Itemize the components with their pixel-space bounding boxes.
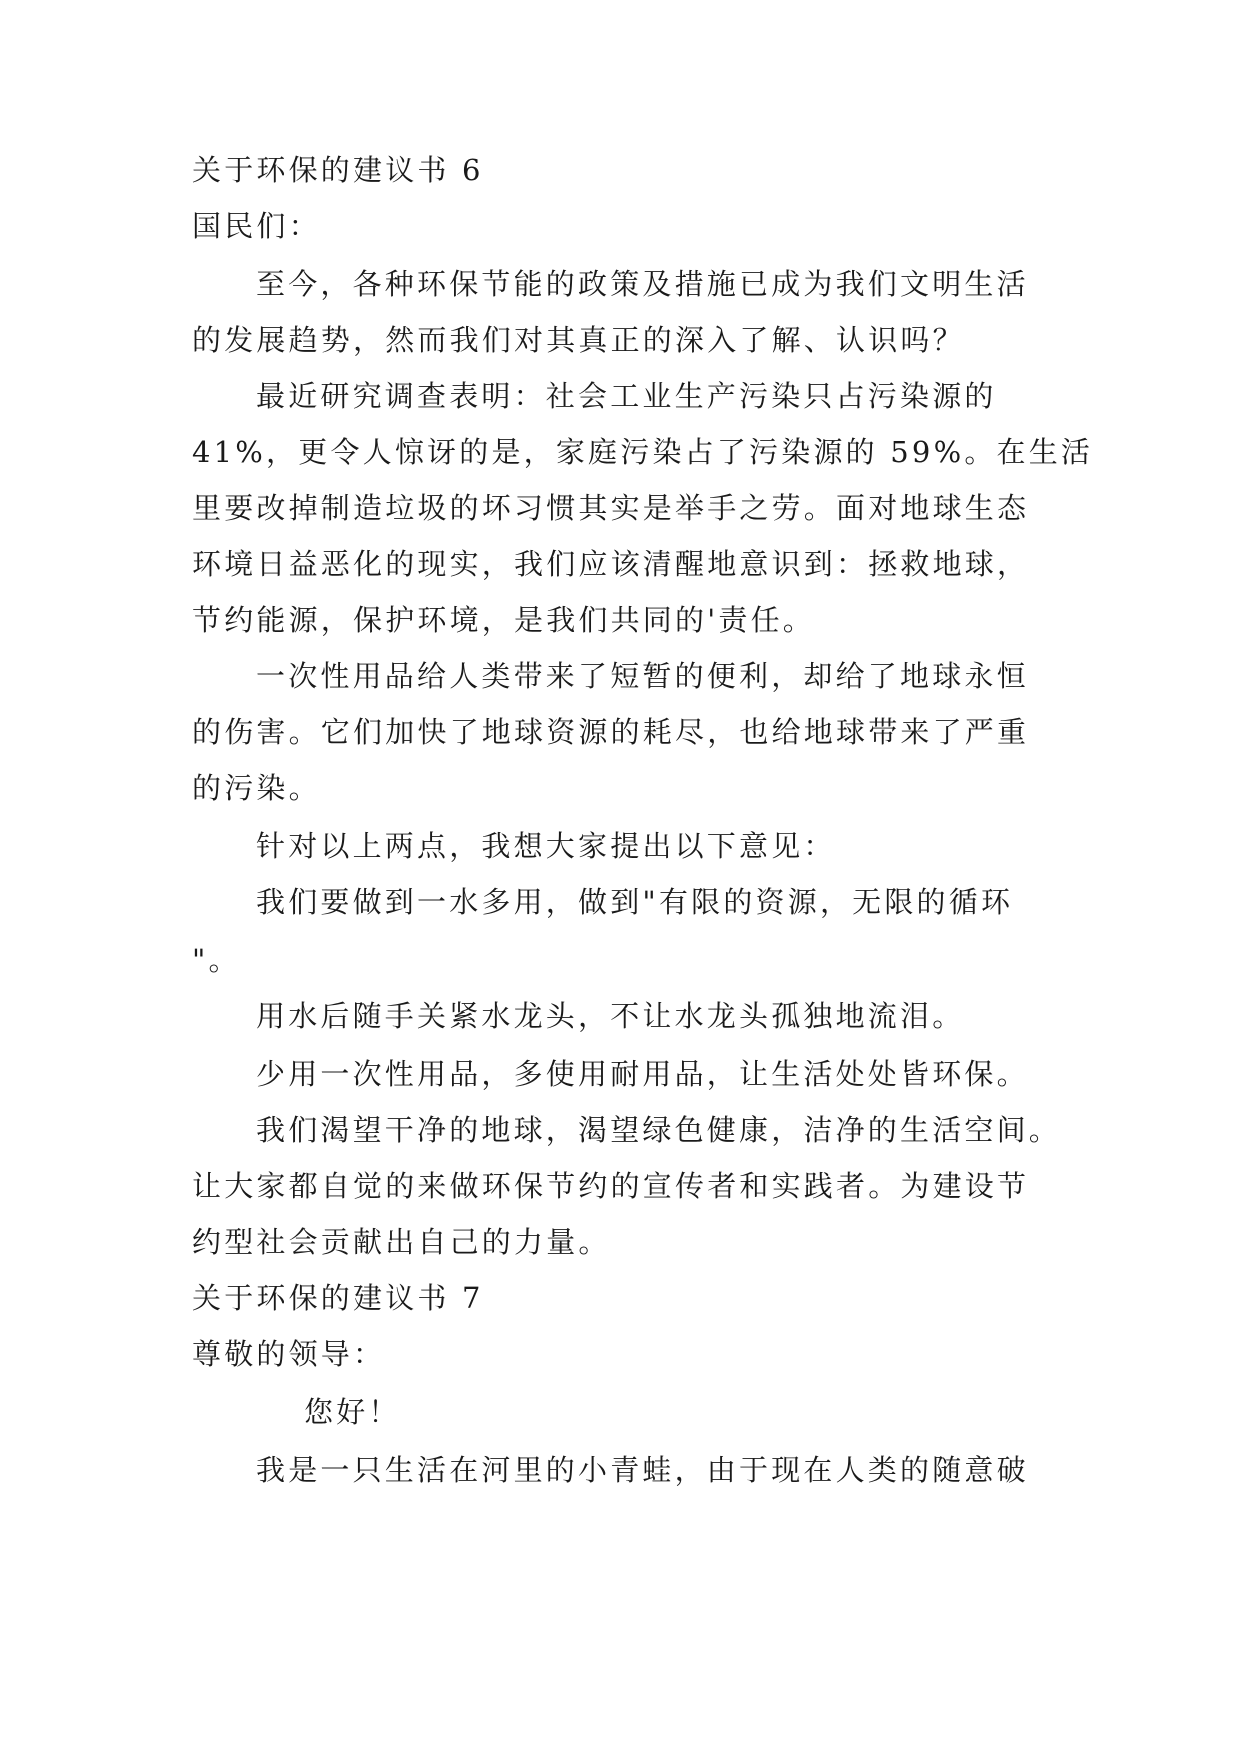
paragraph-line: 的污染。 [192,771,321,805]
paragraph-line: 环境日益恶化的现实，我们应该清醒地意识到：拯救地球， [192,547,1030,581]
paragraph-line: 我们渴望干净的地球，渴望绿色健康，洁净的生活空间。 [256,1113,1062,1147]
paragraph-line: "。 [192,943,241,977]
salutation: 国民们： [192,209,321,243]
paragraph-line: 让大家都自觉的来做环保节约的宣传者和实践者。为建设节 [192,1169,1030,1203]
paragraph-line: 我是一只生活在河里的小青蛙，由于现在人类的随意破 [256,1453,1029,1487]
section-title-6: 关于环保的建议书 6 [192,153,484,187]
paragraph-line: 用水后随手关紧水龙头，不让水龙头孤独地流泪。 [256,999,965,1033]
paragraph-line: 一次性用品给人类带来了短暂的便利，却给了地球永恒 [256,659,1029,693]
paragraph-line: 节约能源，保护环境，是我们共同的'责任。 [192,603,815,637]
paragraph-line: 针对以上两点，我想大家提出以下意见： [256,829,836,863]
paragraph-line: 的发展趋势，然而我们对其真正的深入了解、认识吗？ [192,323,965,357]
paragraph-line: 我们要做到一水多用，做到"有限的资源，无限的循环 [256,885,1014,919]
salutation: 尊敬的领导： [192,1337,386,1371]
paragraph-line: 少用一次性用品，多使用耐用品，让生活处处皆环保。 [256,1057,1029,1091]
paragraph-line: 最近研究调查表明：社会工业生产污染只占污染源的 [256,379,997,413]
paragraph-line: 至今，各种环保节能的政策及措施已成为我们文明生活 [256,267,1029,301]
section-title-7: 关于环保的建议书 7 [192,1281,484,1315]
paragraph-line: 里要改掉制造垃圾的坏习惯其实是举手之劳。面对地球生态 [192,491,1030,525]
paragraph-line: 的伤害。它们加快了地球资源的耗尽，也给地球带来了严重 [192,715,1030,749]
paragraph-line: 约型社会贡献出自己的力量。 [192,1225,611,1259]
paragraph-line: 41%，更令人惊讶的是，家庭污染占了污染源的 59%。在生活 [192,435,1094,469]
greeting: 您好！ [304,1395,401,1429]
